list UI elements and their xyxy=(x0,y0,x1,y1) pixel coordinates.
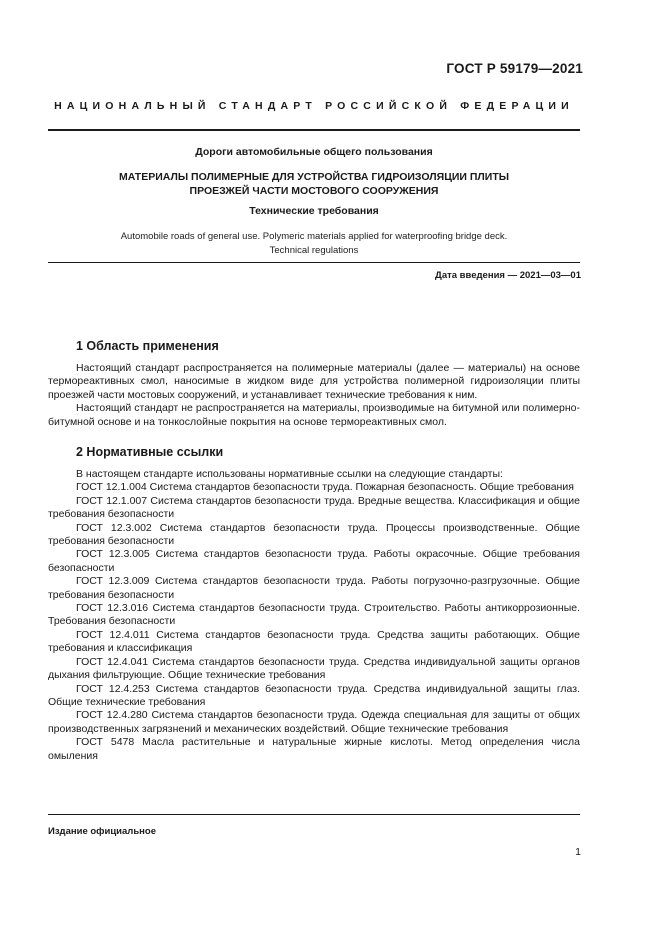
english-title-line-2: Technical regulations xyxy=(269,245,359,256)
document-number: ГОСТ Р 59179—2021 xyxy=(446,61,583,76)
reference-item: ГОСТ 12.3.005 Система стандартов безопасности труда. Работы окрасочные. Общие требования безопасности xyxy=(48,548,580,574)
reference-item: ГОСТ 5478 Масла растительные и натуральные жирные кислоты. Метод определения числа омыления xyxy=(48,736,580,762)
reference-item: ГОСТ 12.3.009 Система стандартов безопасности труда. Работы погрузочно-разгрузочные. Общие требования безопасности xyxy=(48,575,580,601)
reference-item: ГОСТ 12.1.007 Система стандартов безопасности труда. Вредные вещества. Классификация и общие требования безопасности xyxy=(48,494,580,521)
reference-item: ГОСТ 12.3.016 Система стандартов безопасности труда. Строительство. Работы антикоррозионные. Требования безопасности xyxy=(48,602,580,628)
section-1-body xyxy=(48,362,580,429)
english-title xyxy=(48,230,580,258)
paragraph: Настоящий стандарт распространяется на полимерные материалы (далее — материалы) на основе термореактивных смол, наносимые в жидком виде для устройства полимерной гидроизоляции плиты проезжей части мостовых сооружений, и устанавливает технические требования к ним. xyxy=(48,362,580,401)
reference-item: ГОСТ 12.4.041 Система стандартов безопасности труда. Средства индивидуальной защиты органов дыхания фильтрующие. Общие технические требования xyxy=(48,655,580,682)
section-1-heading: 1 Область применения xyxy=(76,339,219,353)
section-2-body xyxy=(48,468,580,763)
section-2-heading: 2 Нормативные ссылки xyxy=(76,445,224,459)
main-title: МАТЕРИАЛЫ ПОЛИМЕРНЫЕ ДЛЯ УСТРОЙСТВА ГИДРОИЗОЛЯЦИИ ПЛИТЫ ПРОЕЗЖЕЙ ЧАСТИ МОСТОВОГО СООРУЖЕНИЯ xyxy=(118,171,510,197)
paragraph: Настоящий стандарт не распространяется на материалы, производимые на битумной или полимерно-битумной основе и на тонкослойные покрытия на основе термореактивных смол. xyxy=(48,402,580,428)
national-standard-banner: НАЦИОНАЛЬНЫЙ СТАНДАРТ РОССИЙСКОЙ ФЕДЕРАЦИИ xyxy=(54,100,574,112)
introduction-date: Дата введения — 2021—03—01 xyxy=(435,270,581,281)
english-title-line-1: Automobile roads of general use. Polymeric materials applied for waterproofing bridge deck. xyxy=(120,231,508,242)
reference-item: ГОСТ 12.4.253 Система стандартов безопасности труда. Средства индивидуальной защиты глаз. Общие технические требования xyxy=(48,682,580,708)
road-group-title: Дороги автомобильные общего пользования xyxy=(195,146,433,158)
page-number: 1 xyxy=(575,846,581,858)
reference-item: ГОСТ 12.3.002 Система стандартов безопасности труда. Процессы производственные. Общие требования безопасности xyxy=(48,521,580,548)
subtitle: Технические требования xyxy=(249,205,379,217)
footer-divider xyxy=(48,814,580,815)
paragraph: В настоящем стандарте использованы нормативные ссылки на следующие стандарты: xyxy=(76,468,503,480)
reference-item: ГОСТ 12.4.280 Система стандартов безопасности труда. Одежда специальная для защиты от общих производственных загрязнений и механических воздействий. Общие технические требования xyxy=(48,709,580,735)
header-divider xyxy=(48,129,580,131)
title-divider xyxy=(48,262,580,263)
official-edition-label: Издание официальное xyxy=(48,826,156,837)
reference-item: ГОСТ 12.4.011 Система стандартов безопасности труда. Средства защиты работающих. Общие требования и классификация xyxy=(48,628,580,655)
reference-item: ГОСТ 12.1.004 Система стандартов безопасности труда. Пожарная безопасность. Общие требования xyxy=(76,481,574,494)
